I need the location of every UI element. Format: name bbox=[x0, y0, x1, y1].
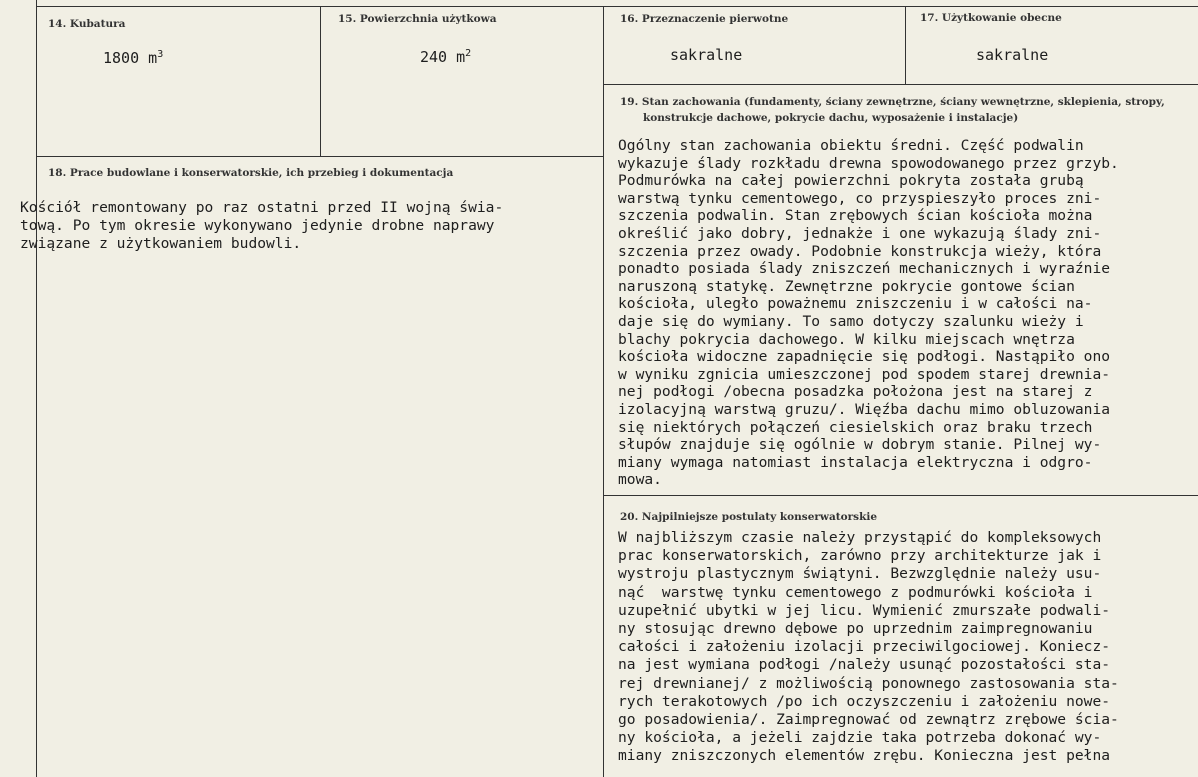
text-line: wykazuje ślady rozkładu drewna spowodowanego przez grzyb. bbox=[618, 154, 1119, 172]
text-line: naruszoną statykę. Zewnętrzne pokrycie gontowe ścian bbox=[618, 277, 1075, 295]
przeznaczenie-label: 16. Przeznaczenie pierwotne bbox=[620, 13, 789, 25]
przeznaczenie-value: sakralne bbox=[670, 46, 743, 64]
text-line: określić jako dobry, jednakże i one wykazują ślady zni- bbox=[618, 225, 1102, 242]
rule-18-top bbox=[36, 156, 603, 157]
kubatura-number: 1800 m bbox=[103, 49, 158, 67]
text-line: się niektórych połączeń ciesielskich oraz braku trzech bbox=[618, 418, 1093, 436]
text-line: blachy pokrycia dachowego. W kilku miejscach wnętrza bbox=[618, 330, 1075, 348]
divider-16-17 bbox=[905, 6, 906, 84]
kubatura-label: 14. Kubatura bbox=[48, 18, 126, 30]
text-line: warstwą tynku cementowego, co przyspieszyło proces zni- bbox=[618, 189, 1102, 207]
powierzchnia-label: 15. Powierzchnia użytkowa bbox=[338, 13, 497, 25]
uzytkowanie-label: 17. Użytkowanie obecne bbox=[920, 12, 1062, 24]
text-line: miany wymaga natomiast instalacja elektryczna i odgro- bbox=[618, 453, 1093, 471]
text-line: Kościół remontowany po raz ostatni przed II wojną świa- bbox=[20, 199, 504, 216]
text-line: rej drewnianej/ z możliwością ponownego zastosowania sta- bbox=[618, 674, 1119, 692]
divider-14-15 bbox=[320, 6, 321, 156]
uzytkowanie-value: sakralne bbox=[976, 46, 1049, 64]
text-line: kościoła widoczne zapadnięcie się podłogi. Nastąpiło ono bbox=[618, 348, 1111, 366]
text-line: szczenia podwalin. Stan zrębowych ścian kościoła można bbox=[618, 207, 1093, 225]
text-line: rych terakotowych /po ich oczyszczeniu i założeniu nowe- bbox=[618, 692, 1111, 710]
kubatura-value bbox=[103, 49, 163, 67]
text-line: na jest wymiana podłogi /należy usunąć pozostałości sta- bbox=[618, 656, 1111, 674]
text-line: ponadto posiada ślady zniszczeń mechanicznych i wyraźnie bbox=[618, 260, 1111, 278]
postulaty-label: 20. Najpilniejsze postulaty konserwatorskie bbox=[620, 511, 878, 523]
text-line: związane z użytkowaniem budowli. bbox=[20, 235, 302, 252]
text-line: mowa. bbox=[618, 471, 662, 489]
rule-16-17-bottom bbox=[603, 84, 1198, 85]
stan-zachowania-label: 19. Stan zachowania (fundamenty, ściany zewnętrzne, ściany wewnętrzne, sklepienia, stropy, bbox=[620, 96, 1165, 108]
text-line: w wyniku zgnicia umieszczonej pod spodem starej drewnia- bbox=[618, 365, 1111, 383]
text-line: W najbliższym czasie należy przystąpić do kompleksowych bbox=[618, 529, 1102, 546]
prace-budowlane-label: 18. Prace budowlane i konserwatorskie, ich przebieg i dokumentacja bbox=[48, 167, 454, 179]
text-line: nąć warstwę tynku cementowego z podmurówki kościoła i bbox=[618, 583, 1093, 601]
text-line: Podmurówka na całej powierzchni pokryta została grubą bbox=[618, 172, 1084, 190]
stan-zachowania-label-cont: konstrukcje dachowe, pokrycie dachu, wyposażenie i instalacje) bbox=[643, 112, 1019, 124]
text-line: miany zniszczonych elementów zrębu. Konieczna jest pełna bbox=[618, 747, 1111, 765]
text-line: uzupełnić ubytki w jej licu. Wymienić zmurszałe podwali- bbox=[618, 601, 1111, 619]
powierzchnia-number: 240 m bbox=[420, 48, 466, 66]
top-rule bbox=[36, 6, 1198, 7]
rule-19-bottom bbox=[603, 495, 1198, 496]
text-line: ny kościoła, a jeżeli zajdzie taka potrzeba dokonać wy- bbox=[618, 729, 1102, 747]
text-line: Ogólny stan zachowania obiektu średni. Część podwalin bbox=[618, 137, 1084, 154]
text-line: słupów znajduje się ogólnie w dobrym stanie. Pilnej wy- bbox=[618, 436, 1102, 454]
text-line: szczenia przez owady. Podobnie konstrukcja wieży, która bbox=[618, 242, 1102, 260]
text-line: całości i założeniu izolacji przeciwilgociowej. Koniecz- bbox=[618, 638, 1111, 656]
text-line: kościoła, uległo poważnemu zniszczeniu i w całości na- bbox=[618, 295, 1093, 313]
text-line: ny stosując drewno dębowe po uprzednim zaimpregnowaniu bbox=[618, 620, 1093, 637]
text-line: tową. Po tym okresie wykonywano jedynie drobne naprawy bbox=[20, 217, 495, 234]
text-line: daje się do wymiany. To samo dotyczy szalunku wieży i bbox=[618, 313, 1084, 330]
left-border bbox=[36, 0, 37, 777]
text-line: izolacyjną warstwą gruzu/. Więźba dachu mimo obluzowania bbox=[618, 401, 1111, 418]
text-line: go posadowienia/. Zaimpregnować od zewnątrz zrębowe ścia- bbox=[618, 711, 1119, 728]
divider-center bbox=[603, 6, 604, 777]
powierzchnia-value bbox=[420, 48, 471, 66]
text-line: wystroju plastycznym świątyni. Bezwzględnie należy usu- bbox=[618, 565, 1102, 583]
powierzchnia-exponent: 2 bbox=[465, 48, 472, 59]
kubatura-exponent: 3 bbox=[157, 49, 164, 60]
text-line: prac konserwatorskich, zarówno przy architekturze jak i bbox=[618, 547, 1102, 565]
text-line: nej podłogi /obecna posadzka położona jest na starej z bbox=[618, 383, 1093, 401]
